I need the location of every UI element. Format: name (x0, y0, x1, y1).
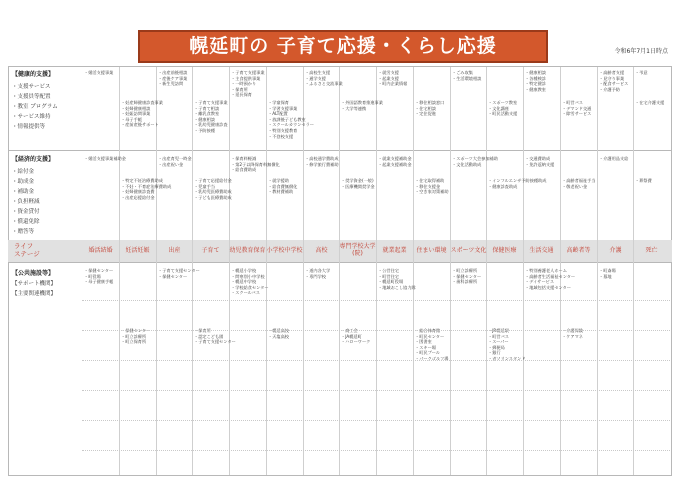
life-cell-item: ・子育て支援事業 (231, 70, 265, 75)
life-cell-item: ・乳幼児健康診査 (194, 122, 228, 128)
life-cell-item: ・就労支援 (378, 70, 399, 75)
life-cell-item: ・予防接種 (194, 127, 215, 133)
money-cell-item: ・インフルエンザ予防接種助成 (488, 178, 547, 183)
life-cell-item: ・高校生支援 (305, 70, 331, 75)
support-section-title: 【健康的支援】 (12, 71, 55, 78)
life-cell-item: ・デマンド交通 (562, 105, 592, 111)
money-cell-item: ・就学援助 (268, 178, 289, 183)
money-cell-item: ・住宅取得補助 (415, 178, 445, 183)
facility-cell-item: ・歯科診療所 (452, 279, 478, 285)
money-cell-item: ・奨学資金(一般) (341, 178, 374, 183)
facility-cell-item: ・スクールバス (231, 290, 260, 296)
facility-cell-item: ・町営住宅 (378, 273, 399, 279)
life-cell (268, 100, 314, 139)
life-stage-item: 専門学校大学(院) (339, 243, 376, 257)
life-cell-item: ・健康相談 (525, 70, 546, 75)
money-cell (194, 178, 232, 200)
life-cell (194, 100, 228, 134)
facility-cell-item: ・郵便局 (488, 344, 505, 350)
life-stage-item: 出産 (168, 246, 181, 254)
money-cell-item: ・出産育児一時金 (158, 156, 192, 161)
money-cell-item: ・高校通学費助成 (305, 156, 339, 161)
life-stage-item: 介護 (609, 246, 622, 254)
life-cell-item: ・外国語教育推進事業 (341, 100, 383, 105)
dotted-guide (82, 360, 670, 361)
life-cell-item: ・産後ケア事業 (158, 75, 188, 81)
facility-cell (305, 268, 330, 279)
life-cell-item: ・不登校支援 (268, 133, 294, 139)
life-cell (635, 70, 648, 76)
money-cell-item: ・スポーツ大会参加補助 (452, 156, 498, 161)
facility-cell-item: ・幌延町役場 (378, 279, 404, 285)
money-cell-item: ・児童手当 (194, 183, 215, 189)
life-cell-item: ・配食サービス (599, 81, 629, 87)
facility-cell-item: ・スーパー (488, 339, 509, 345)
money-cell-item: ・給食費助成 (231, 167, 257, 173)
column-divider (523, 67, 524, 475)
facility-cell-item: ・保健センター (84, 268, 114, 273)
money-cell-item: ・起業支援補助金 (378, 161, 412, 167)
facility-cell-item: ・幌延小学校 (231, 268, 257, 273)
life-stage-item: 死亡 (645, 246, 658, 254)
life-cell-item: ・離乳食教室 (194, 111, 220, 117)
money-cell-item: ・妊婦健康診査費 (121, 189, 155, 195)
life-cell (158, 70, 187, 87)
life-cell-item: ・主食提供事業 (231, 75, 261, 81)
life-cell (305, 70, 343, 87)
money-cell (452, 156, 498, 167)
life-stage-item: 高齢者等 (566, 246, 591, 254)
life-cell-item: ・見守り事業 (599, 75, 625, 81)
facility-section-list: 【サポート機関】 【主要関連機関】 (12, 281, 57, 297)
life-cell-item: ・出産前後相談 (158, 70, 188, 75)
life-cell (84, 70, 113, 76)
column-divider (376, 67, 377, 475)
life-cell (525, 70, 546, 92)
life-cell-item: ・一時預かり (231, 81, 257, 87)
money-cell-item: ・介護用品支給 (599, 156, 629, 161)
column-divider (486, 67, 487, 475)
life-stage-item: 婚活結婚 (88, 246, 113, 254)
page-title: 幌延町の 子育て応援・くらし応援 (138, 30, 548, 63)
facility-cell-item: ・JA幌延町 (341, 333, 362, 339)
money-cell-item: ・子ども医療費助成 (194, 194, 232, 200)
facility-cell-item: ・天塩高校 (268, 333, 289, 339)
life-cell-item: ・弔意 (635, 70, 648, 75)
money-cell (268, 178, 297, 195)
life-cell (452, 70, 481, 81)
support-section (12, 69, 80, 132)
money-cell (305, 156, 339, 167)
life-cell-item: ・妊産婦健康診査事業 (121, 100, 163, 105)
money-cell-item: ・空き家対策補助 (415, 189, 449, 195)
support-section-list: ・支援サービス ・支援員等配置 ・教室 プログラム ・サービス維持 ・情報提供等 (12, 84, 58, 130)
life-stage-item: 高校 (315, 246, 328, 254)
life-cell-item: ・延長保育 (231, 92, 252, 98)
life-cell (378, 70, 407, 87)
column-divider (339, 67, 340, 475)
life-cell (121, 100, 163, 128)
facility-cell-item: ・地域おこし協力隊 (378, 284, 416, 290)
facility-cell-item: ・ケアマネ (562, 333, 583, 339)
money-cell-item: ・交通費助成 (525, 156, 551, 161)
column-divider (229, 67, 230, 475)
life-cell (562, 100, 591, 117)
facility-cell-item: ・学校給食センター (231, 284, 269, 290)
money-cell-item: ・就業支援補助金 (378, 156, 412, 161)
facility-cell-item: ・ハローワーク (341, 339, 371, 345)
money-cell-item: ・乳幼児医療費助成 (194, 189, 232, 195)
facility-cell-item: ・町斎場 (599, 268, 616, 273)
life-cell-item: ・起業支援 (378, 75, 399, 81)
facility-cell-item: ・母子健康手帳 (84, 279, 114, 285)
facility-cell-item: ・介護保険 (562, 328, 583, 333)
money-cell (84, 156, 126, 162)
life-cell-item: ・町民活動支援 (488, 111, 518, 117)
facility-cell-item: ・町民センター (415, 333, 445, 339)
life-cell-item: ・文化講座 (488, 105, 509, 111)
facility-cell-item: ・幌延中学校 (231, 279, 257, 285)
life-cell (635, 100, 664, 106)
facility-cell-item: ・町民プール (415, 350, 440, 356)
life-cell (488, 100, 517, 117)
column-divider (119, 67, 120, 475)
facility-cell-item: ・ガソリンスタンド (488, 355, 526, 361)
facility-cell (84, 268, 113, 285)
money-cell-item: ・第2子以降保育料無償化 (231, 161, 280, 167)
life-stage-item: 幼児教育保育 (229, 246, 266, 254)
life-cell-item: ・生活環境相談 (452, 75, 482, 81)
money-cell-item: ・給食費無償化 (268, 183, 298, 189)
facility-cell-item: ・幌延高校 (268, 328, 289, 333)
facility-cell (525, 268, 575, 290)
money-cell-item: ・敬老祝い金 (562, 183, 588, 189)
life-cell-item: ・健康教室 (525, 86, 546, 92)
life-cell-item: ・保育所 (231, 86, 248, 92)
money-cell-item: ・高齢者福祉手当 (562, 178, 596, 183)
money-cell (231, 156, 280, 173)
dotted-guide (82, 450, 670, 451)
facility-cell-item: ・図書室 (415, 339, 432, 345)
money-cell (488, 178, 546, 189)
facility-cell-item: ・パークゴルフ場 (415, 355, 449, 361)
life-cell-item: ・定住促進 (415, 111, 436, 117)
money-cell-item: ・医療機関奨学金 (341, 183, 375, 189)
facility-cell-item: ・町役場 (84, 273, 101, 279)
section-divider (8, 150, 672, 151)
facility-cell-item: ・高齢者生活福祉センター (525, 273, 576, 279)
life-cell-item: ・スポーツ教室 (488, 100, 518, 105)
section-divider (8, 262, 672, 263)
facility-cell-item: ・公営住宅 (378, 268, 399, 273)
life-cell-item: ・移住相談窓口 (415, 100, 445, 105)
life-stage-item: 保健医療 (492, 246, 517, 254)
facility-cell-item: ・デイサービス (525, 279, 555, 285)
facility-cell-item: ・保育所 (194, 328, 211, 333)
life-cell-item: ・妊娠訪問事業 (121, 111, 151, 117)
dotted-guide (82, 390, 670, 391)
facility-cell-item: ・特別養護老人ホーム (525, 268, 567, 273)
money-cell-item: ・健康診査助成 (488, 183, 518, 189)
life-cell-item: ・産前産後サポート (121, 122, 159, 128)
life-cell-item: ・子育て支援事業 (194, 100, 228, 105)
dotted-guide (82, 330, 670, 331)
money-cell-item: ・出産祝い金 (158, 161, 184, 167)
life-cell-item: ・特別支援教育 (268, 127, 298, 133)
money-cell-item: ・婚活支援事業補助金 (84, 156, 126, 161)
money-cell (121, 178, 171, 200)
life-cell-item: ・健康相談 (194, 116, 215, 122)
column-divider (633, 67, 634, 475)
money-cell (415, 178, 449, 195)
facility-cell (415, 328, 448, 362)
facility-cell-item: ・認定こども園 (194, 333, 224, 339)
life-cell-item: ・放課後子ども教室 (268, 116, 306, 122)
money-cell-item: ・教材費補助 (268, 189, 294, 195)
money-cell (341, 178, 375, 189)
money-cell-item: ・葬祭費 (635, 178, 652, 183)
life-stage-item: 就業起業 (382, 246, 407, 254)
facility-section (12, 268, 80, 299)
facility-cell-item: ・問寒別小中学校 (231, 273, 265, 279)
life-cell-item: ・スクールカウンセラー (268, 122, 314, 128)
life-stage-item: 子育て (201, 246, 220, 254)
life-cell-item: ・妊婦健康相談 (121, 105, 151, 111)
facility-cell-item: ・子育て支援センター (194, 339, 236, 345)
life-stage-item: 住まい環境 (416, 246, 447, 254)
money-cell-item: ・文化活動助成 (452, 161, 482, 167)
life-cell-item: ・町内企業情報 (378, 81, 408, 87)
money-cell (562, 178, 596, 189)
money-cell-item: ・出産応援給付金 (121, 194, 155, 200)
money-cell (158, 156, 192, 167)
money-cell-item: ・修学旅行費補助 (305, 161, 339, 167)
life-cell-item: ・住宅相談 (415, 105, 436, 111)
life-cell-item: ・高齢者支援 (599, 70, 625, 75)
money-cell-item: ・子育て応援給付金 (194, 178, 232, 183)
life-cell-item: ・在宅介護支援 (635, 100, 665, 105)
money-cell-item: ・特定不妊治療費助成 (121, 178, 163, 183)
facility-cell-item: ・保健センター (158, 273, 188, 279)
life-stage-item: 妊活妊娠 (125, 246, 150, 254)
facility-cell-item: ・総合体育館 (415, 328, 441, 333)
life-cell-item: ・子育て相談 (194, 105, 220, 111)
column-divider (597, 67, 598, 475)
life-cell-item: ・介護予防 (599, 86, 620, 92)
money-cell (525, 156, 554, 167)
life-stage-item: 生活交通 (529, 246, 554, 254)
money-cell-item: ・移住支援金 (415, 183, 441, 189)
facility-cell (599, 268, 616, 279)
life-stage-item: 小学校中学校 (266, 246, 303, 254)
facility-cell (378, 268, 416, 290)
life-stage-label: ライフ ステージ (14, 242, 40, 259)
facility-cell-item: ・町立保育所 (121, 339, 147, 345)
facility-cell-item: ・保健センター (452, 273, 482, 279)
date-label: 令和6年7月1日時点 (614, 48, 668, 55)
facility-cell (452, 268, 481, 285)
dotted-guide (82, 300, 670, 301)
life-cell-item: ・大学等連携 (341, 105, 367, 111)
life-cell-item: ・ごみ収集 (452, 70, 473, 75)
economic-section (12, 154, 80, 237)
life-stage-item: スポーツ文化 (450, 246, 487, 254)
facility-cell-item: ・地域包括支援センター (525, 284, 571, 290)
money-cell (378, 156, 412, 167)
facility-cell-item: ・道内各大学 (305, 268, 331, 273)
life-cell (415, 100, 444, 117)
column-divider (156, 67, 157, 475)
facility-cell-item: ・銀行 (488, 350, 501, 356)
facility-cell-item: ・町立診療所 (121, 333, 147, 339)
facility-cell-item: ・保健センター (121, 328, 151, 333)
facility-cell-item: ・町立診療所 (452, 268, 478, 273)
facility-cell-item: ・町営バス (488, 333, 509, 339)
facility-section-title: 【公共施設等】 (12, 270, 55, 277)
life-cell-item: ・町営バス (562, 100, 583, 105)
dotted-guide (82, 420, 670, 421)
facility-cell (488, 328, 526, 362)
life-cell-item: ・学習支援事業 (268, 105, 298, 111)
life-cell-item: ・ふるさと交流事業 (305, 81, 343, 87)
life-cell (231, 70, 265, 98)
life-cell-item: ・特定健診 (525, 81, 546, 87)
life-cell-item: ・婚活支援事業 (84, 70, 114, 75)
money-cell (635, 178, 652, 184)
life-cell (341, 100, 383, 111)
life-cell-item: ・新生児訪問 (158, 81, 184, 87)
life-cell-item: ・除雪サービス (562, 111, 592, 117)
column-divider (450, 67, 451, 475)
money-cell-item: ・保育料軽減 (231, 156, 257, 161)
money-cell-item: ・不妊・不育症治療費助成 (121, 183, 172, 189)
facility-cell-item: ・スキー場 (415, 344, 436, 350)
life-cell-item: ・ALT配置 (268, 111, 288, 117)
facility-cell-item: ・子育て支援センター (158, 268, 200, 273)
money-cell (599, 156, 628, 162)
money-cell-item: ・免許返納支援 (525, 161, 555, 167)
facility-cell-item: ・専門学校 (305, 273, 326, 279)
facility-cell-item: ・商工会 (341, 328, 358, 333)
life-cell-item: ・通学支援 (305, 75, 326, 81)
facility-cell (231, 268, 269, 296)
economic-section-title: 【経済的支援】 (12, 156, 55, 163)
facility-cell-item: ・墓地 (599, 273, 612, 279)
life-cell-item: ・各種検診 (525, 75, 546, 81)
life-cell (599, 70, 628, 92)
life-cell-item: ・母子手帳 (121, 116, 142, 122)
facility-cell-item: ・JR幌延駅 (488, 328, 509, 333)
life-cell-item: ・学童保育 (268, 100, 289, 105)
facility-cell (158, 268, 200, 279)
economic-section-list: ・給付金 ・助成金 ・補助金 ・負担軽減 ・資金貸付 ・償還免除 ・贈答等 (12, 169, 40, 235)
